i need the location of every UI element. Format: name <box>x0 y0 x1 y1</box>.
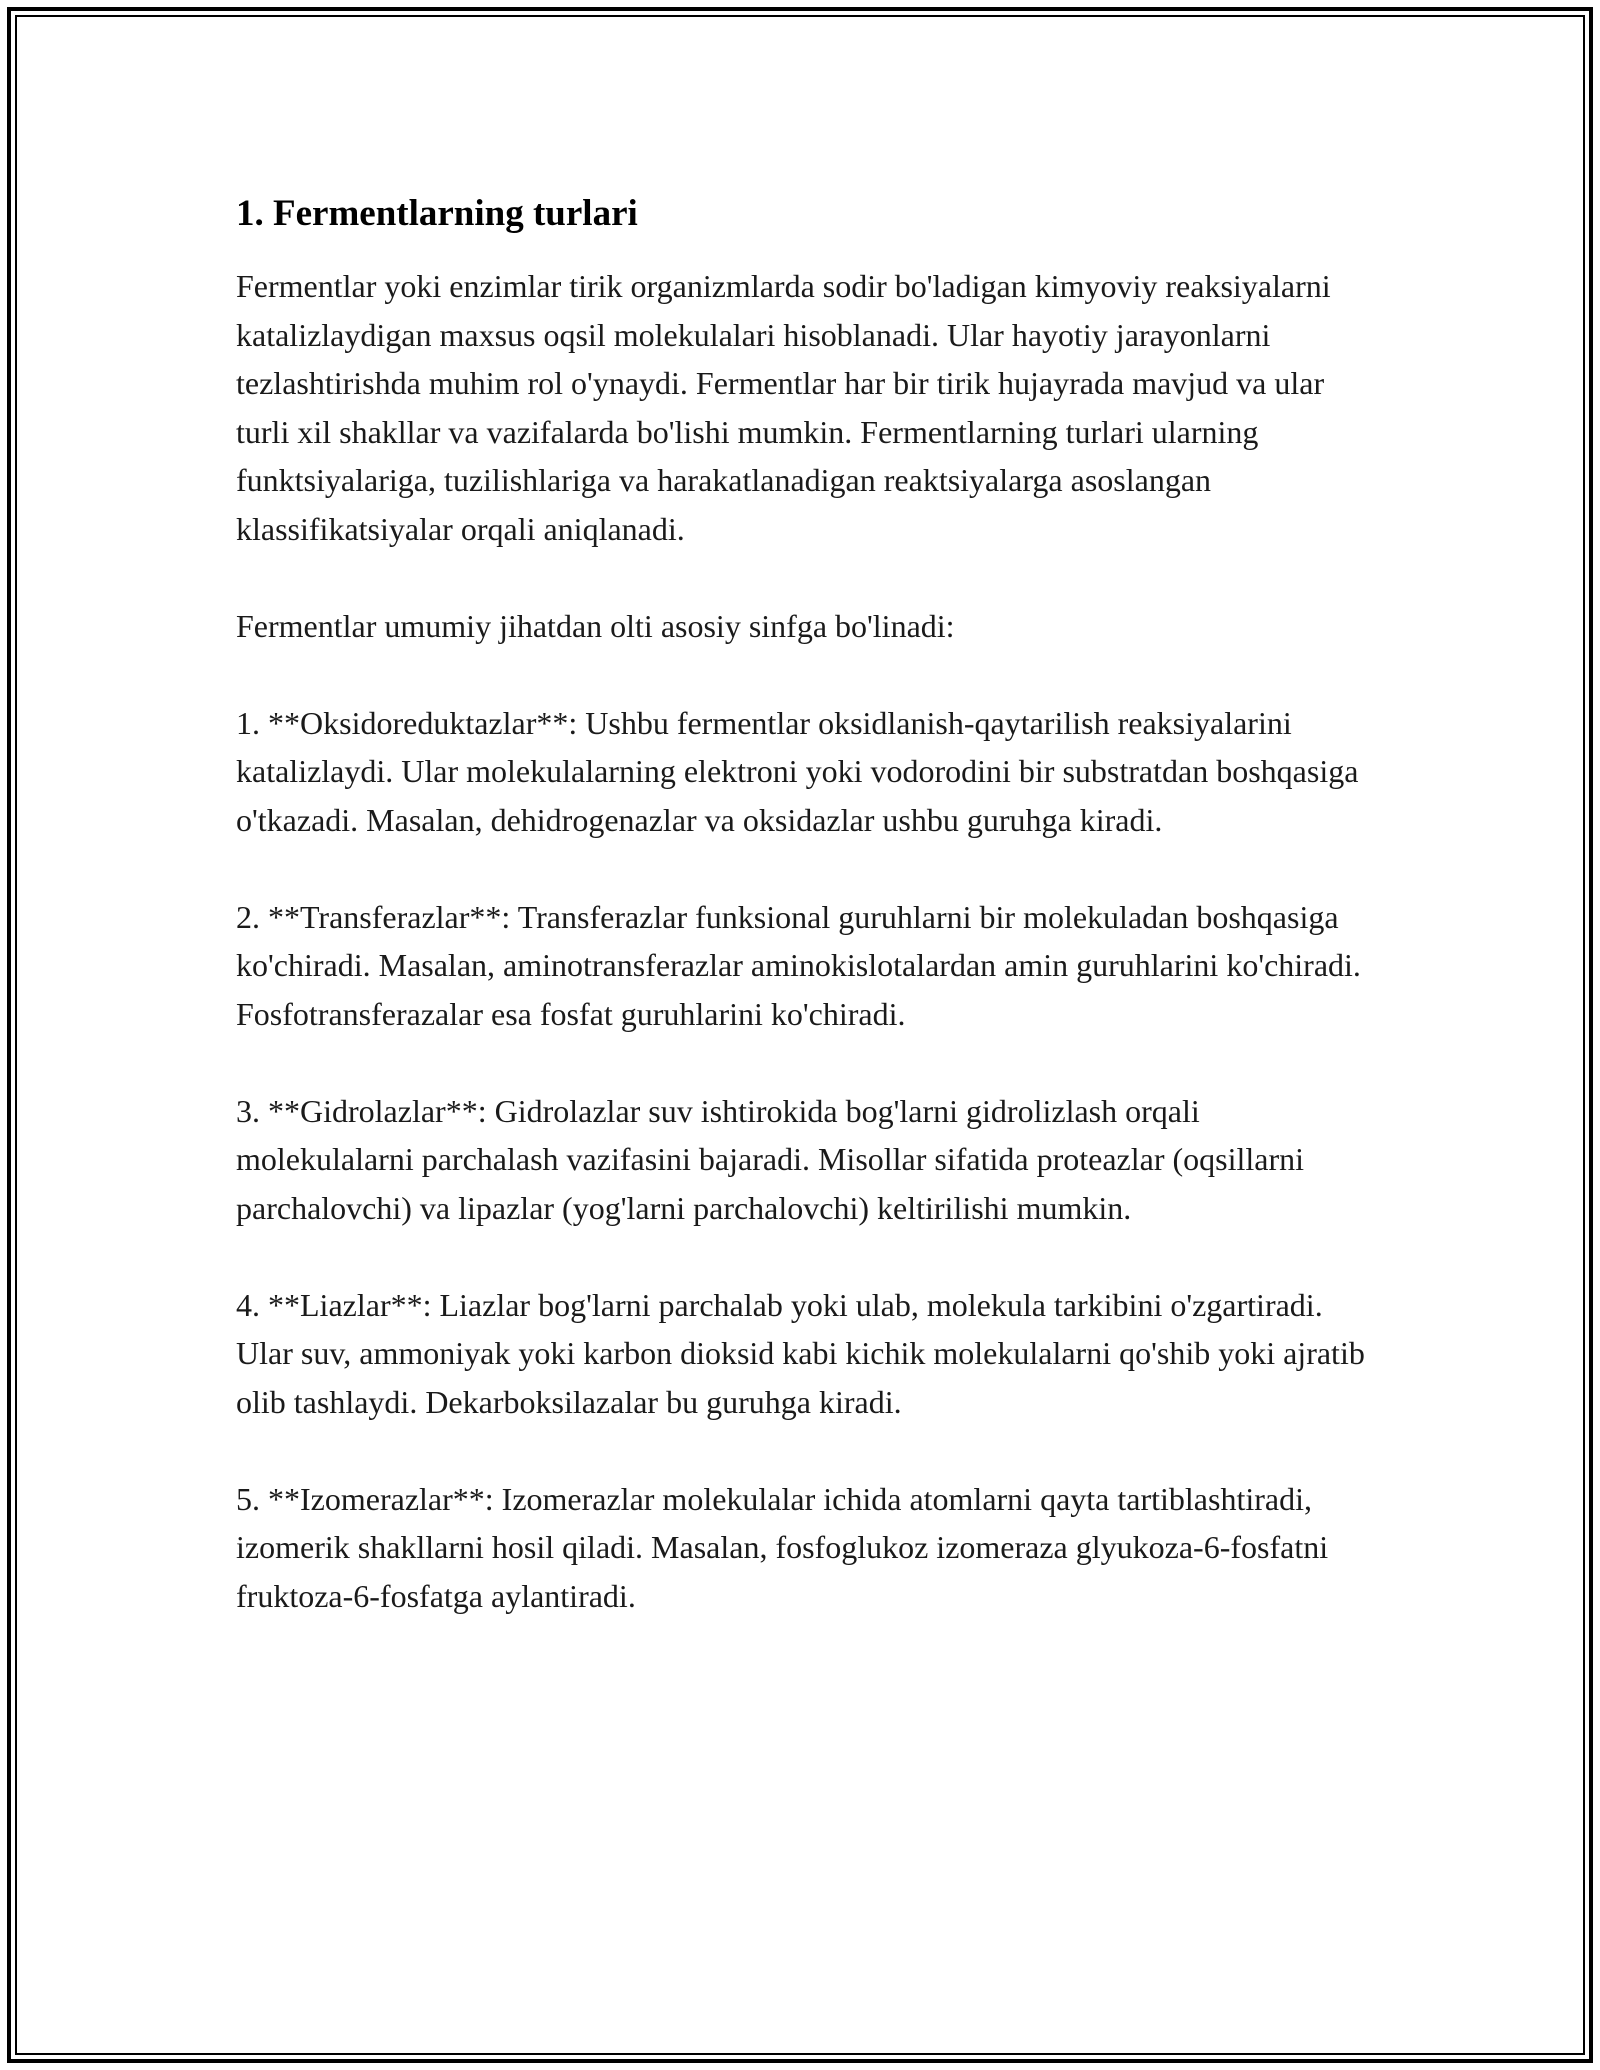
paragraph-liazlar: 4. **Liazlar**: Liazlar bog'larni parchalab yoki ulab, molekula tarkibini o'zgartiradi. Ular suv, ammoniyak yoki karbon dioksid kabi kichik molekulalarni qo'shib yoki ajratib olib tashlaydi. Dekarboksilazalar bu guruhga kiradi. <box>236 1286 1365 1420</box>
paragraph-intro: Fermentlar yoki enzimlar tirik organizmlarda sodir bo'ladigan kimyoviy reaksiyalarni katalizlaydigan maxsus oqsil molekulalari hisoblanadi. Ular hayotiy jarayonlarni tezlashtirishda muhim rol o'ynaydi. Fermentlar har bir tirik hujayrada mavjud va ular turli xil shakllar va vazifalarda bo'lishi mumkin. Fermentlarning turlari ularning funktsiyalariga, tuzilishlariga va harakatlanadigan reaktsiyalarga asoslangan klassifikatsiyalar orqali aniqlanadi. <box>236 268 1331 547</box>
paragraph-oksidoreduktazlar: 1. **Oksidoreduktazlar**: Ushbu fermentlar oksidlanish-qaytarilish reaksiyalarini katalizlaydi. Ular molekulalarning elektroni yoki vodorodini bir substratdan boshqasiga o'tkazadi. Masalan, dehidrogenazlar va oksidazlar ushbu guruhga kiradi. <box>236 704 1359 838</box>
page-title: 1. Fermentlarning turlari <box>236 193 638 234</box>
document-body <box>236 188 1376 1669</box>
paragraph-gidrolazlar: 3. **Gidrolazlar**: Gidrolazlar suv ishtirokida bog'larni gidrolizlash orqali molekulalarni parchalash vazifasini bajaradi. Misollar sifatida proteazlar (oqsillarni parchalovchi) va lipazlar (yog'larni parchalovchi) keltirilishi mumkin. <box>236 1092 1305 1226</box>
paragraph-transferazlar: 2. **Transferazlar**: Transferazlar funksional guruhlarni bir molekuladan boshqasiga ko'chiradi. Masalan, aminotransferazlar aminokislotalardan amin guruhlarini ko'chiradi. Fosfotransferazalar esa fosfat guruhlarini ko'chiradi. <box>236 898 1361 1032</box>
paragraph-classes-lead: Fermentlar umumiy jihatdan olti asosiy sinfga bo'linadi: <box>236 607 955 644</box>
paragraph-izomerazlar: 5. **Izomerazlar**: Izomerazlar molekulalar ichida atomlarni qayta tartiblashtiradi, izomerik shakllarni hosil qiladi. Masalan, fosfoglukoz izomeraza glyukoza-6-fosfatni fruktoza-6-fosfatga aylantiradi. <box>236 1480 1329 1614</box>
